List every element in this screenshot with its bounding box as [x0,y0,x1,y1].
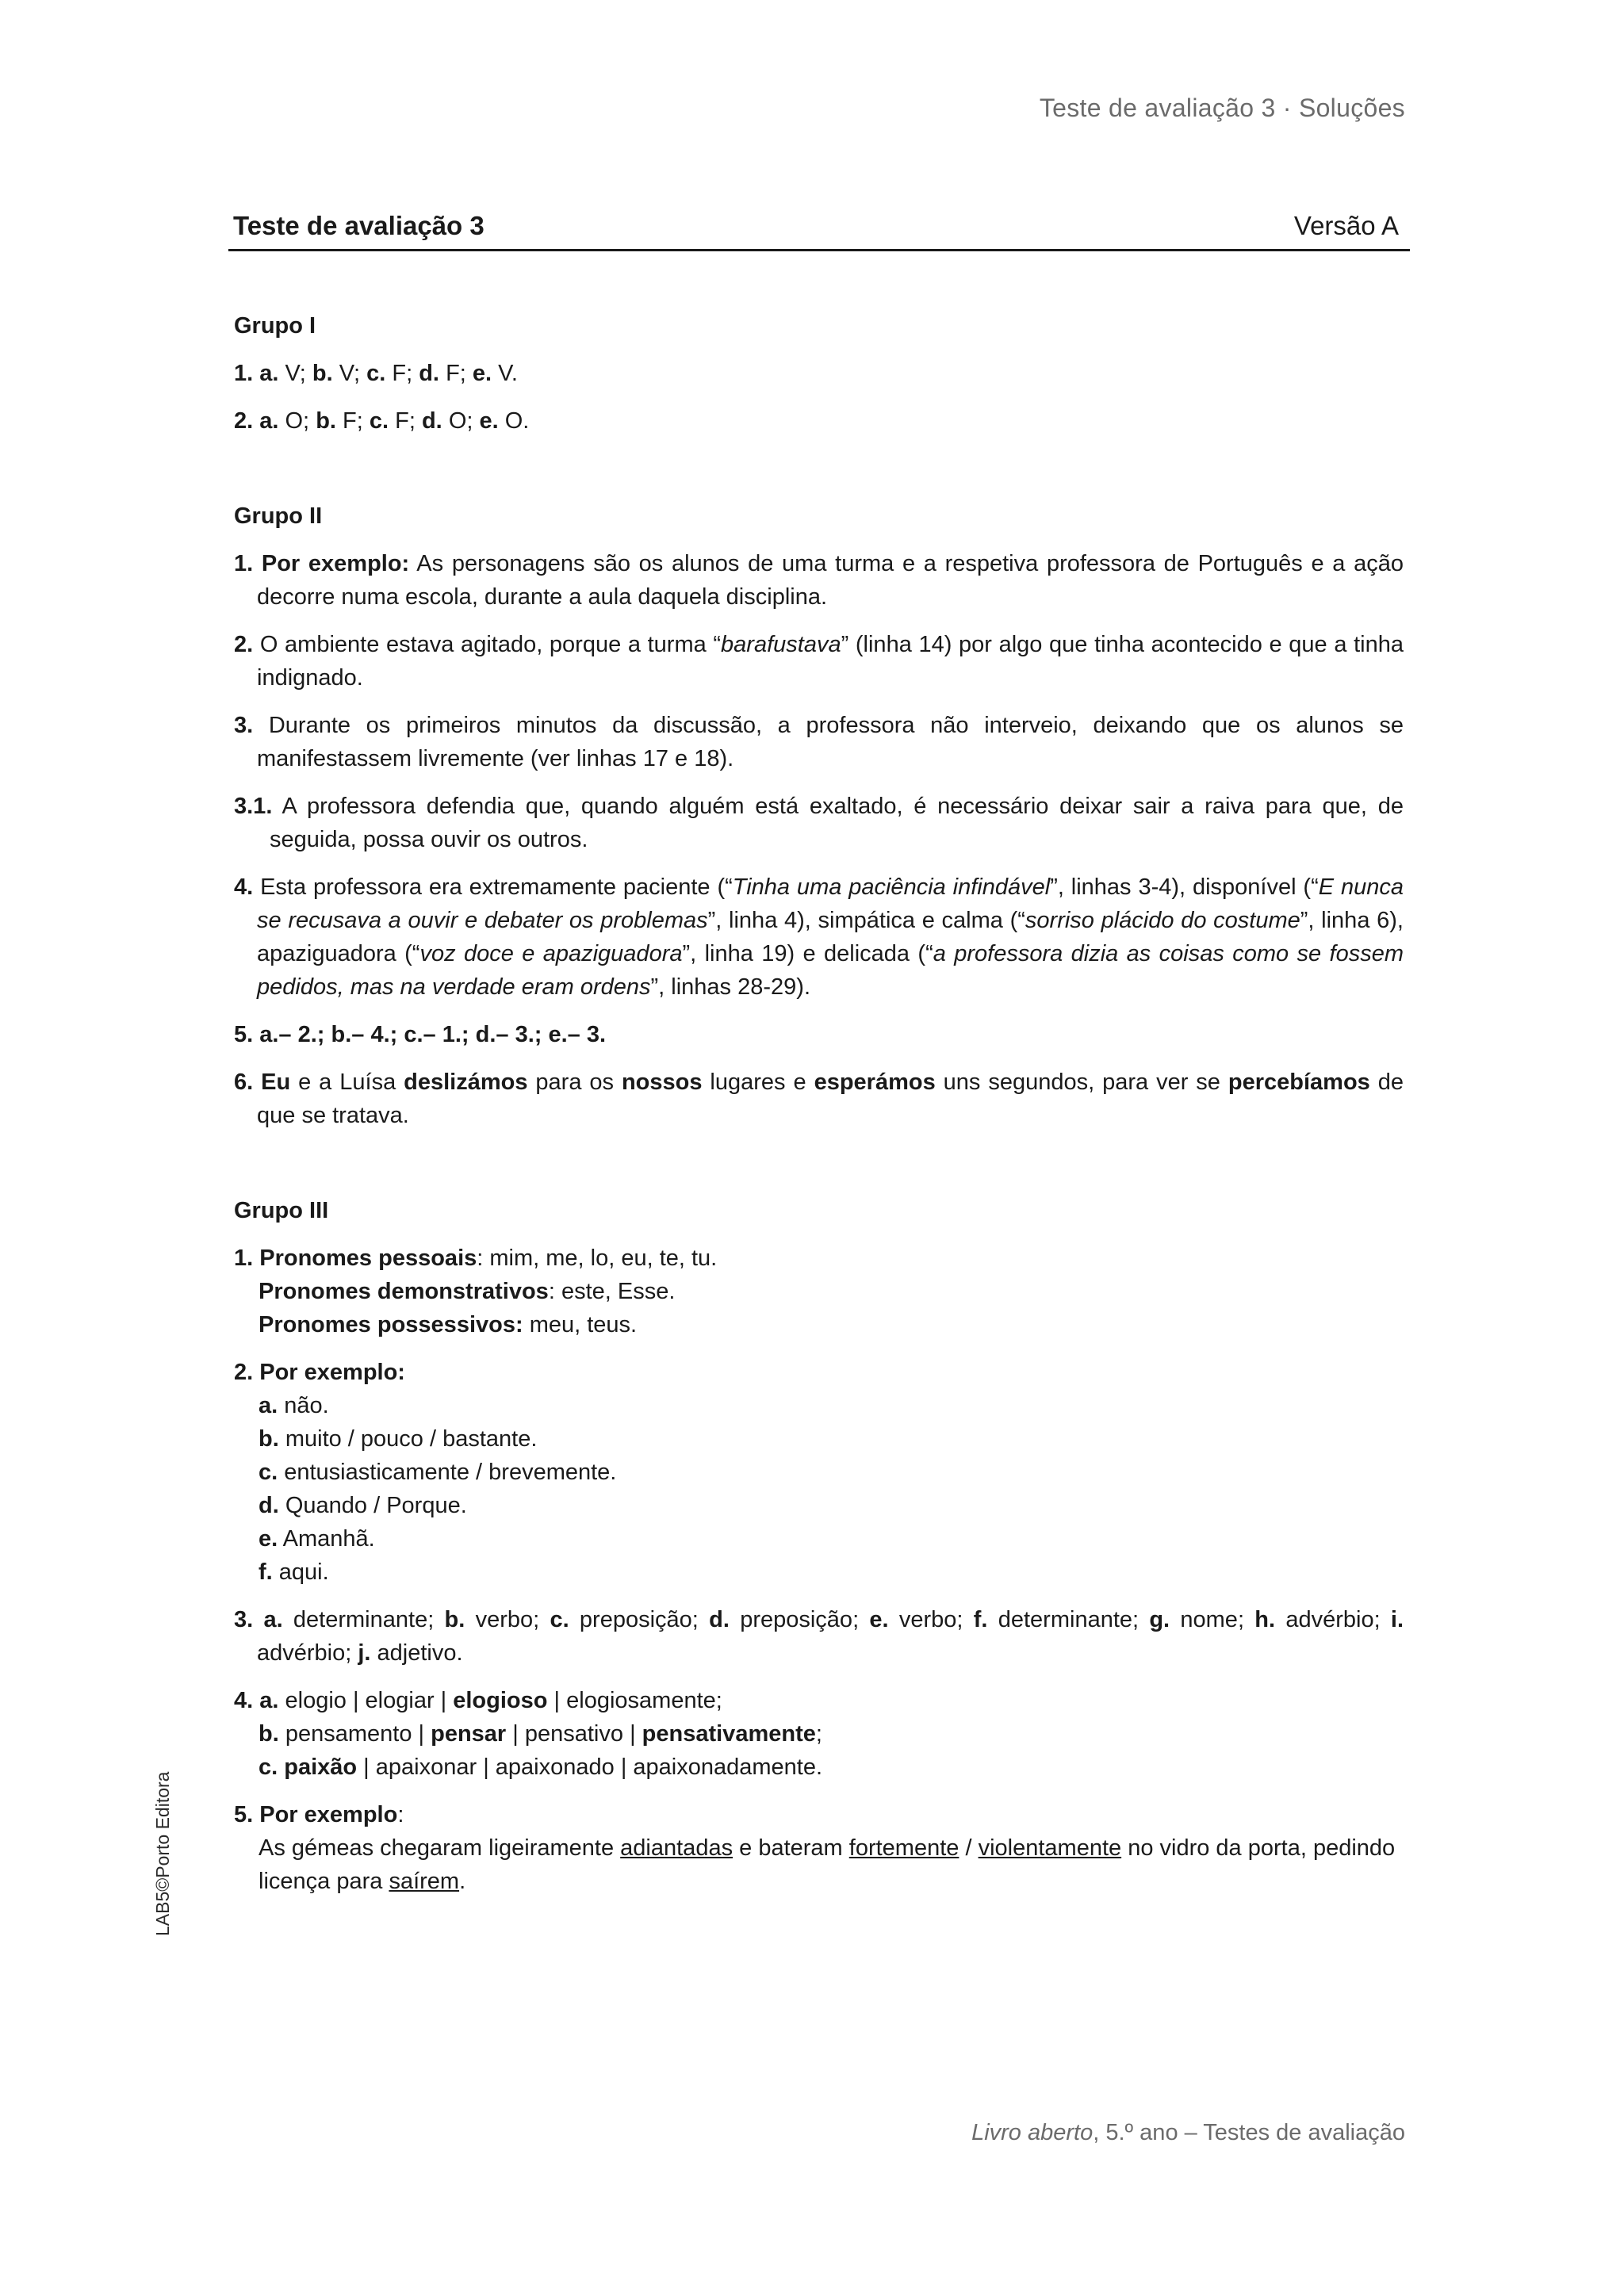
title-bar [228,208,1410,251]
answer-1: 1. Por exemplo: As personagens são os alunos de uma turma e a respetiva professora de Português e a ação decorre numa escola, durante a aula daquela disciplina. [234,551,1404,610]
answer-3: 3. Durante os primeiros minutos da discussão, a professora não interveio, deixando que os alunos se manifestassem livremente (ver linhas 17 e 18). [234,713,1404,771]
answer-3: 3. a. determinante; b. verbo; c. preposição; d. preposição; e. verbo; f. determinante; g. nome; h. advérbio; i. advérbio; j. adjetivo. [234,1607,1404,1666]
answer-3-1: 3.1. A professora defendia que, quando alguém está exaltado, é necessário deixar sair a raiva para que, de seguida, possa ouvir os outros. [234,794,1404,852]
footer: Livro aberto, 5.º ano – Testes de avaliação [971,2120,1405,2145]
publisher-side-label: LAB5©Porto Editora [152,1771,173,1936]
group-title: Grupo II [234,503,323,529]
answer-number: 1. [234,361,254,386]
answer-6: 6. Eu e a Luísa deslizámos para os nossos lugares e esperámos uns segundos, para ver se percebíamos de que se tratava. [234,1070,1404,1128]
answer-5: 5. a.– 2.; b.– 4.; c.– 1.; d.– 3.; e.– 3. [234,1022,607,1047]
grupo-3 [234,1194,1404,1898]
page-title: Teste de avaliação 3 [233,211,485,240]
answer-number: 2. [234,408,254,434]
answers-content [234,309,1404,1960]
answer-2: 2. Por exemplo: a. não. b. muito / pouco / bastante. c. entusiasticamente / brevemente. d. Quando / Porque. e. Amanhã. f. aqui. [234,1360,617,1585]
book-title: Livro aberto [971,2120,1094,2145]
answer-4: 4. Esta professora era extremamente paciente (“Tinha uma paciência infindável”, linhas 3-4), disponível (“E nunca se recusava a ouvir e debater os problemas”, linha 4), simpática e calma (“sorriso plácido do costume”, linha 6), apaziguadora (“voz doce e apaziguadora”, linha 19) e delicada (“a professora dizia as coisas como se fossem pedidos, mas na verdade eram ordens”, linhas 28-29). [234,874,1404,1000]
answer-1: 1. a. V; b. V; c. F; d. F; e. V. [234,361,518,386]
group-title: Grupo I [234,313,316,339]
group-title: Grupo III [234,1198,329,1223]
answer-2: 2. a. O; b. F; c. F; d. O; e. O. [234,408,530,434]
running-header: Teste de avaliação 3 · Soluções [1039,94,1405,122]
answer-2: 2. O ambiente estava agitado, porque a turma “barafustava” (linha 14) por algo que tinha acontecido e que a tinha indignado. [234,632,1404,691]
grupo-2 [234,499,1404,1132]
answer-4: 4. a. elogio | elogiar | elogioso | elogiosamente; b. pensamento | pensar | pensativo | pensativamente; c. paixão | apaixonar | apaixonado | apaixonadamente. [234,1688,823,1780]
answer-5: 5. Por exemplo: As gémeas chegaram ligeiramente adiantadas e bateram fortemente / violentamente no vidro da porta, pedindo licença para saírem. [234,1802,1396,1894]
answer-1: 1. Pronomes pessoais: mim, me, lo, eu, te, tu. Pronomes demonstrativos: este, Esse. Pronomes possessivos: meu, teus. [234,1246,718,1337]
grupo-1 [234,309,1404,438]
version-label: Versão A [1293,211,1399,240]
